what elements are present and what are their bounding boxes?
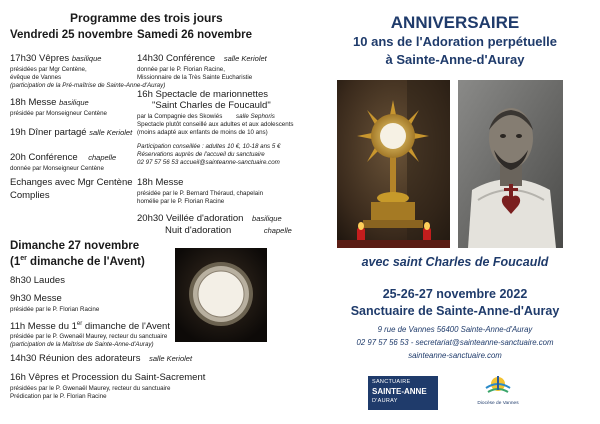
friday-echanges: Echanges avec Mgr Centène [10,177,133,188]
friday-conference-info: donnée par Monseigneur Centène [10,165,104,172]
saturday-spectacle-title: "Saint Charles de Foucauld" [152,100,271,111]
sunday-messe-930-info: présidée par le P. Florian Racine [10,306,100,313]
charles-de-foucauld-photo [458,80,563,248]
saturday-nuit: Nuit d'adoration chapelle [165,225,292,236]
friday-vepres-info: présidées par Mgr Centène, évêque de Vannes (participation de la Pré-maîtrise de Sainte-Anne-d'Auray) [10,66,166,89]
event-place: Sanctuaire de Sainte-Anne-d'Auray [350,304,560,318]
website-link[interactable]: sainteanne-sanctuaire.com [408,351,502,360]
sanctuaire-logo: SANCTUAIRE SAINTE-ANNE D'AURAY [368,376,438,410]
saturday-heading: Samedi 26 novembre [137,29,253,41]
sunday-vepres-info: présidées par le P. Gwenaël Maurey, recteur du sanctuaire Prédication par le P. Florian Racine [10,385,171,400]
monstrance-large-photo [337,80,450,248]
anniversaire-subtitle: 10 ans de l'Adoration perpétuelle [353,34,557,49]
contact: 02 97 57 56 53 - secretariat@sainteanne-sanctuaire.com [356,338,554,347]
anniversaire-place: à Sainte-Anne-d'Auray [385,52,525,67]
sunday-messe-11-info: présidée par le P. Gwenaël Maurey, recteur du sanctuaire (participation de la Maîtrise de Sainte-Anne-d'Auray) [10,333,168,348]
saturday-conference-info: donnée par le P. Florian Racine, Missionnaire de la Très Sainte Eucharistie [137,66,253,81]
friday-complies: Complies [10,190,50,201]
friday-heading: Vendredi 25 novembre [10,29,133,41]
sunday-messe-930: 9h30 Messe [10,293,62,304]
saturday-spectacle: 16h Spectacle de marionnettes [137,89,268,100]
saturday-participation: Participation conseillée : adultes 10 €, 10-18 ans 5 € Réservations auprès de l'accueil du sanctuaire 02 97 57 56 53 accueil@sainteanne-sanctuaire.com [137,143,281,166]
saturday-conference: 14h30 Conférence salle Keriolet [137,53,267,64]
saturday-veillee: 20h30 Veillée d'adoration basilique [137,213,282,224]
diocese-logo-icon [483,374,513,400]
sunday-reunion: 14h30 Réunion des adorateurs salle Keriolet [10,353,193,364]
diocese-label: Diocèse de Vannes [477,401,519,406]
saturday-messe-info: présidée par le P. Bernard Théraud, chapelain homélie par le P. Florian Racine [137,190,264,205]
anniversaire-title: ANNIVERSAIRE [390,13,520,32]
programme-title: Programme des trois jours [70,11,223,25]
sunday-subheading: (1er dimanche de l'Avent) [10,255,145,268]
friday-messe-info: présidée par Monseigneur Centène [10,110,107,117]
sunday-messe-11: 11h Messe du 1er dimanche de l'Avent [10,321,170,333]
friday-vepres: 17h30 Vêpres basilique [10,53,102,64]
event-dates: 25-26-27 novembre 2022 [382,287,528,301]
saturday-spectacle-info: par la Compagnie des Skowiés salle Sephoris Spectacle plutôt conseillé aux adultes et aux adolescents (moins adapté aux enfants de moins de 10 ans) [137,113,294,136]
charles-de-foucauld-caption: avec saint Charles de Foucauld [361,255,549,269]
friday-conference: 20h Conférence chapelle [10,152,117,163]
friday-messe: 18h Messe basilique [10,97,89,108]
sunday-vepres: 16h Vêpres et Procession du Saint-Sacrement [10,372,206,383]
sunday-laudes: 8h30 Laudes [10,275,65,286]
monstrance-photo [175,248,267,342]
address: 9 rue de Vannes 56400 Sainte-Anne-d'Auray [377,325,533,334]
saturday-messe: 18h Messe [137,177,184,188]
sunday-heading: Dimanche 27 novembre [10,240,140,252]
friday-diner: 19h Dîner partagé salle Keriolet [10,127,133,138]
